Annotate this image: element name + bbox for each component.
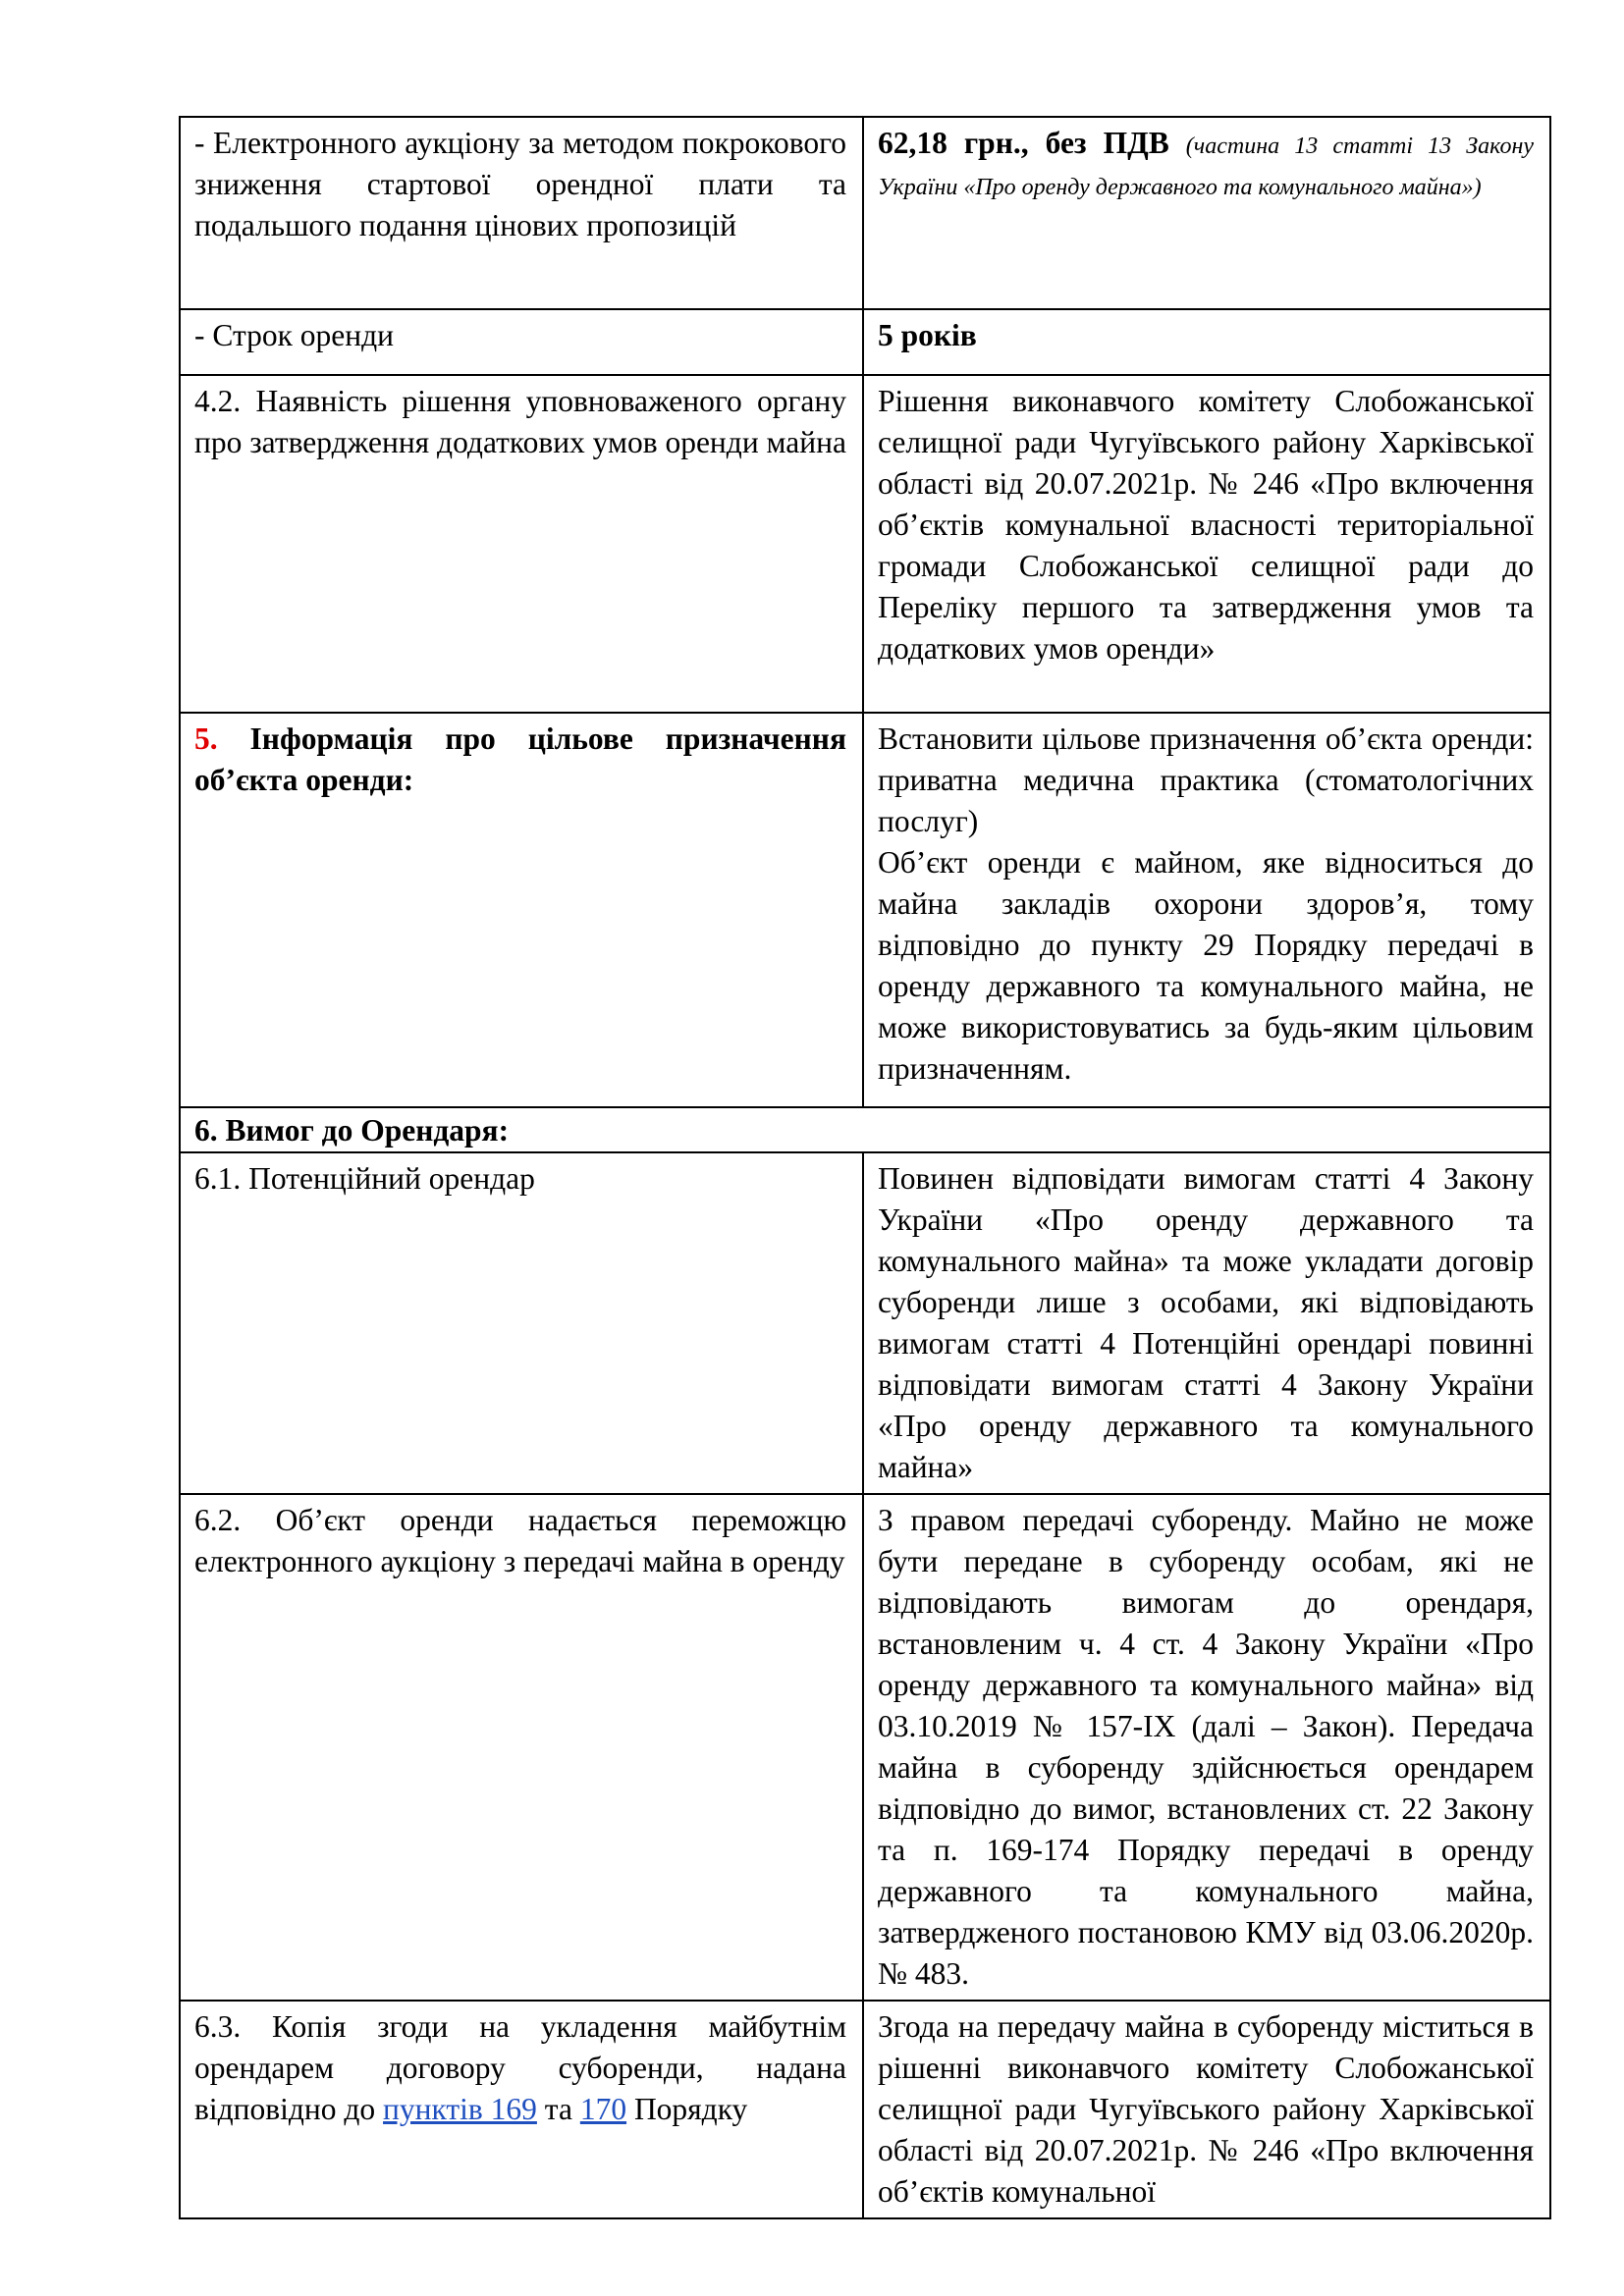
- consent-label-mid: та: [544, 2092, 572, 2126]
- consent-value: [863, 2001, 1550, 2218]
- tenant-value: [863, 1152, 1550, 1494]
- table-row: [180, 375, 1550, 713]
- purpose-label: [180, 713, 863, 1107]
- link-points-169[interactable]: пунктів 169: [383, 2092, 537, 2126]
- purpose-label-text: Інформація про цільове призначення об’єкта оренди:: [194, 721, 846, 797]
- auction-price-note: (частина 13 статті 13 Закону України «Про оренду державного та комунального майна»): [878, 133, 1535, 200]
- tenant-label-text: 6.1. Потенційний орендар: [194, 1161, 535, 1196]
- document-table: [179, 116, 1551, 2219]
- consent-label: [180, 2001, 863, 2218]
- table-row: [180, 1152, 1550, 1494]
- decision-label: [180, 375, 863, 713]
- purpose-paragraph: Встановити цільове призначення об’єкта оренди: приватна медична практика (стоматологічних послуг): [878, 721, 1534, 838]
- tenant-value-text: Повинен відповідати вимогам статті 4 Закону України «Про оренду державного та комунального майна» та може укладати договір суборенди лише з особами, які відповідають вимогам статті 4 Потенційні орендарі повинні відповідати вимогам статті 4 Закону України «Про оренду державного та комунального майна»: [878, 1161, 1534, 1484]
- table-row: [180, 713, 1550, 1107]
- section-title: Вимог до Орендаря:: [225, 1113, 510, 1148]
- tenant-label: [180, 1152, 863, 1494]
- auction-price-cell: [863, 117, 1550, 309]
- term-label-text: - Строк оренди: [194, 318, 395, 352]
- purpose-value: [863, 713, 1550, 1107]
- table-row: [180, 309, 1550, 375]
- sublease-value-text: З правом передачі суборенду. Майно не може бути передане в суборенду особам, які не відповідають вимогам до орендаря, встановленим ч. 4 ст. 4 Закону України «Про оренду державного та комунального майна» від 03.10.2019 № 157-ІХ (далі – Закон). Передача майна в суборенду здійснюється орендарем відповідно до вимог, встановлених ст. 22 Закону та п. 169-174 Порядку передачі в оренду державного та комунального майна, затвердженого постановою КМУ від 03.06.2020р. № 483.: [878, 1503, 1534, 1991]
- section-number: 6.: [194, 1113, 218, 1148]
- table-row: [180, 1107, 1550, 1152]
- decision-value: [863, 375, 1550, 713]
- table-row: [180, 2001, 1550, 2218]
- consent-label-pre: 6.3. Копія згоди на укладення майбутнім орендарем договору суборенди, надана відповідно до: [194, 2009, 846, 2126]
- sublease-label-text: 6.2. Об’єкт оренди надається переможцю електронного аукціону з передачі майна в оренду: [194, 1503, 846, 1578]
- term-value: [863, 309, 1550, 375]
- term-label: [180, 309, 863, 375]
- sublease-value: [863, 1494, 1550, 2001]
- table-row: [180, 117, 1550, 309]
- decision-label-text: 4.2. Наявність рішення уповноваженого органу про затвердження додаткових умов оренди майна: [194, 384, 846, 459]
- decision-value-text: Рішення виконавчого комітету Слобожанської селищної ради Чугуївського району Харківської області від 20.07.2021р. № 246 «Про включення об’єктів комунальної власності територіальної громади Слобожанської селищної ради до Переліку першого та затвердження умов та додаткових умов оренди»: [878, 384, 1534, 666]
- consent-value-text: Згода на передачу майна в суборенду міститься в рішенні виконавчого комітету Слобожанської селищної ради Чугуївського району Харківської області від 20.07.2021р. № 246 «Про включення об’єктів комунальної: [878, 2009, 1534, 2209]
- purpose-paragraph: Об’єкт оренди є майном, яке відноситься до майна закладів охорони здоров’я, тому відповідно до пункту 29 Порядку передачі в оренду державного та комунального майна, не може використовуватись за будь-яким цільовим призначенням.: [878, 845, 1534, 1086]
- auction-price: 62,18 грн., без ПДВ: [878, 126, 1169, 160]
- section-heading: [180, 1107, 1550, 1152]
- consent-label-post: Порядку: [633, 2092, 748, 2126]
- term-value-text: 5 років: [878, 318, 977, 352]
- link-point-170[interactable]: 170: [579, 2092, 627, 2126]
- section-number: 5.: [194, 721, 218, 756]
- sublease-label: [180, 1494, 863, 2001]
- auction-method-label: [180, 117, 863, 309]
- auction-method-text: - Електронного аукціону за методом покрокового зниження стартової орендної плати та подальшого подання цінових пропозицій: [194, 126, 846, 242]
- table-row: [180, 1494, 1550, 2001]
